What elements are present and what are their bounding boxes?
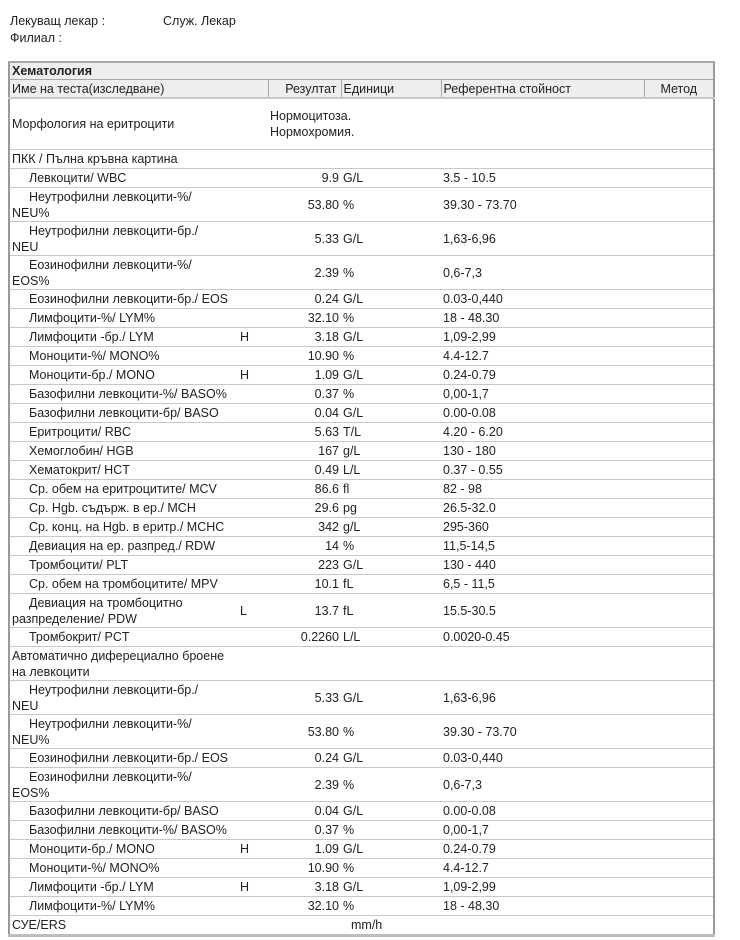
abnormal-flag [238, 518, 268, 537]
test-name-cell [9, 188, 238, 222]
test-reference: 4.4-12.7 [441, 347, 644, 366]
test-method [644, 840, 714, 859]
test-result: 53.80 [268, 715, 341, 749]
test-name-line2: разпределение/ PDW [12, 611, 137, 626]
test-name-cell [9, 518, 238, 537]
table-row [9, 442, 714, 461]
abnormal-flag [238, 802, 268, 821]
test-method [644, 556, 714, 575]
morphology-name: Морфология на еритроцити [9, 98, 268, 150]
test-reference: 4.20 - 6.20 [441, 423, 644, 442]
test-result: 14 [268, 537, 341, 556]
test-reference: 1,09-2,99 [441, 878, 644, 897]
table-row [9, 859, 714, 878]
table-row [9, 768, 714, 802]
test-unit: pg [341, 499, 441, 518]
test-name-cell [9, 480, 238, 499]
doctor-label: Лекуващ лекар : [10, 14, 106, 28]
test-unit: G/L [341, 366, 441, 385]
test-name-cell [9, 556, 238, 575]
test-name-cell [9, 461, 238, 480]
test-result: 2.39 [268, 768, 341, 802]
morphology-row [9, 98, 714, 150]
test-result: 53.80 [268, 188, 341, 222]
table-row [9, 423, 714, 442]
morphology-result-line1: Нормоцитоза. [270, 109, 352, 123]
test-result: 223 [268, 556, 341, 575]
test-unit: % [341, 256, 441, 290]
test-reference: 1,63-6,96 [441, 222, 644, 256]
abnormal-flag [238, 385, 268, 404]
abnormal-flag [238, 442, 268, 461]
test-reference: 1,63-6,96 [441, 681, 644, 715]
section-title-differential-line2: на левкоцити [12, 664, 90, 679]
test-unit: % [341, 897, 441, 916]
test-unit: fL [341, 575, 441, 594]
morphology-method [644, 98, 714, 150]
test-method [644, 499, 714, 518]
test-unit: G/L [341, 802, 441, 821]
test-name: Моноцити-бр./ MONO [29, 368, 155, 382]
col-header-method: Метод [644, 80, 714, 99]
test-result: 5.33 [268, 222, 341, 256]
morphology-ref [441, 98, 644, 150]
test-reference: 18 - 48.30 [441, 309, 644, 328]
test-unit: L/L [341, 628, 441, 647]
test-method [644, 169, 714, 188]
test-reference: 26.5-32.0 [441, 499, 644, 518]
test-name: Моноцити-%/ MONO% [29, 349, 160, 363]
test-name: Еозинофилни левкоцити-бр./ EOS [29, 292, 229, 306]
test-name-line2: NEU% [12, 205, 50, 220]
branch-line [10, 30, 62, 47]
test-name: Тромбоцити/ PLT [29, 558, 129, 572]
test-result: 10.90 [268, 347, 341, 366]
abnormal-flag [238, 290, 268, 309]
test-unit: g/L [341, 442, 441, 461]
test-name-line2: EOS% [12, 273, 50, 288]
abnormal-flag [238, 309, 268, 328]
test-unit: G/L [341, 404, 441, 423]
test-method [644, 715, 714, 749]
test-reference: 0,00-1,7 [441, 821, 644, 840]
table-row [9, 715, 714, 749]
test-name-line1: Неутрофилни левкоцити-%/ [29, 189, 192, 204]
table-row [9, 594, 714, 628]
test-name-cell [9, 749, 238, 768]
table-row [9, 328, 714, 347]
test-method [644, 188, 714, 222]
test-reference: 11,5-14,5 [441, 537, 644, 556]
table-row [9, 290, 714, 309]
test-name: Девиация на ер. разпред./ RDW [29, 539, 216, 553]
test-name: Хематокрит/ HCT [29, 463, 130, 477]
test-method [644, 575, 714, 594]
test-name: Базофилни левкоцити-бр/ BASO [29, 406, 219, 420]
test-unit: G/L [341, 878, 441, 897]
test-name-cell [9, 256, 238, 290]
test-result: 0.04 [268, 802, 341, 821]
test-reference: 130 - 440 [441, 556, 644, 575]
abnormal-flag [238, 897, 268, 916]
table-row [9, 499, 714, 518]
test-name-line2: NEU [12, 239, 39, 254]
abnormal-flag: H [238, 878, 268, 897]
test-reference: 6,5 - 11,5 [441, 575, 644, 594]
test-unit: % [341, 768, 441, 802]
abnormal-flag [238, 628, 268, 647]
table-row [9, 366, 714, 385]
test-reference: 15.5-30.5 [441, 594, 644, 628]
test-unit: % [341, 309, 441, 328]
test-name-cell [9, 575, 238, 594]
test-method [644, 461, 714, 480]
test-reference: 0,6-7,3 [441, 768, 644, 802]
test-name: Еозинофилни левкоцити-бр./ EOS [29, 751, 229, 765]
test-result: 3.18 [268, 878, 341, 897]
table-row [9, 385, 714, 404]
test-name-cell [9, 594, 238, 628]
test-unit: fL [341, 594, 441, 628]
table-row [9, 309, 714, 328]
table-row [9, 575, 714, 594]
table-row [9, 897, 714, 916]
abnormal-flag [238, 537, 268, 556]
esr-unit: mm/h [341, 916, 441, 936]
test-result: 32.10 [268, 309, 341, 328]
table-row [9, 169, 714, 188]
test-unit: % [341, 859, 441, 878]
test-unit: G/L [341, 840, 441, 859]
test-name-line1: Неутрофилни левкоцити-бр./ [29, 223, 199, 238]
test-unit: % [341, 347, 441, 366]
test-result: 10.1 [268, 575, 341, 594]
test-unit: G/L [341, 328, 441, 347]
abnormal-flag: H [238, 366, 268, 385]
doctor-line [10, 13, 236, 30]
test-result: 2.39 [268, 256, 341, 290]
test-method [644, 423, 714, 442]
test-unit: fl [341, 480, 441, 499]
test-result: 1.09 [268, 366, 341, 385]
test-reference: 0,00-1,7 [441, 385, 644, 404]
test-name: Лимфоцити -бр./ LYM [29, 330, 154, 344]
test-method [644, 749, 714, 768]
test-result: 9.9 [268, 169, 341, 188]
test-result: 167 [268, 442, 341, 461]
test-result: 0.49 [268, 461, 341, 480]
table-row [9, 256, 714, 290]
test-result: 0.24 [268, 290, 341, 309]
test-reference: 0.03-0,440 [441, 749, 644, 768]
test-name-line1: Неутрофилни левкоцити-%/ [29, 716, 192, 731]
test-name: Базофилни левкоцити-%/ BASO% [29, 387, 227, 401]
test-unit: L/L [341, 461, 441, 480]
table-row [9, 821, 714, 840]
test-unit: % [341, 385, 441, 404]
table-title-row [9, 62, 714, 80]
col-header-reference: Референтна стойност [441, 80, 644, 99]
test-method [644, 404, 714, 423]
test-reference: 1,09-2,99 [441, 328, 644, 347]
test-name-cell [9, 169, 238, 188]
table-row [9, 347, 714, 366]
test-name-line2: NEU [12, 698, 39, 713]
test-reference: 0.37 - 0.55 [441, 461, 644, 480]
test-name: Хемоглобин/ HGB [29, 444, 134, 458]
test-name: Базофилни левкоцити-бр/ BASO [29, 804, 219, 818]
test-method [644, 681, 714, 715]
test-name: Базофилни левкоцити-%/ BASO% [29, 823, 227, 837]
test-unit: G/L [341, 169, 441, 188]
test-unit: % [341, 537, 441, 556]
col-header-result: Резултат [268, 80, 341, 99]
test-name-cell [9, 309, 238, 328]
test-name-cell [9, 423, 238, 442]
table-row [9, 681, 714, 715]
test-reference: 0.03-0,440 [441, 290, 644, 309]
col-header-name: Име на теста(изследване) [9, 80, 268, 99]
test-method [644, 821, 714, 840]
table-row [9, 480, 714, 499]
abnormal-flag [238, 859, 268, 878]
abnormal-flag [238, 768, 268, 802]
test-method [644, 859, 714, 878]
test-method [644, 897, 714, 916]
test-result: 0.37 [268, 385, 341, 404]
test-name-cell [9, 715, 238, 749]
abnormal-flag: H [238, 840, 268, 859]
abnormal-flag [238, 499, 268, 518]
table-row [9, 749, 714, 768]
test-name: Моноцити-%/ MONO% [29, 861, 160, 875]
test-name: Ср. обем на тромбоцитите/ MPV [29, 577, 218, 591]
test-name: Еритроцити/ RBC [29, 425, 132, 439]
test-result: 0.04 [268, 404, 341, 423]
test-name-line2: EOS% [12, 785, 50, 800]
abnormal-flag [238, 556, 268, 575]
test-name: Ср. конц. на Hgb. в еритр./ MCHC [29, 520, 225, 534]
section-row-cbc [9, 150, 714, 169]
test-method [644, 442, 714, 461]
table-row [9, 188, 714, 222]
test-result: 3.18 [268, 328, 341, 347]
test-name-cell [9, 681, 238, 715]
test-result: 86.6 [268, 480, 341, 499]
test-reference: 39.30 - 73.70 [441, 188, 644, 222]
test-reference: 4.4-12.7 [441, 859, 644, 878]
abnormal-flag [238, 404, 268, 423]
test-reference: 82 - 98 [441, 480, 644, 499]
section-title-differential-line1: Автоматично диферециално броене [12, 648, 225, 663]
test-method [644, 290, 714, 309]
test-name-cell [9, 442, 238, 461]
abnormal-flag [238, 169, 268, 188]
hematology-table [8, 61, 715, 937]
test-unit: g/L [341, 518, 441, 537]
table-title: Хематология [9, 62, 714, 80]
abnormal-flag [238, 423, 268, 442]
esr-ref [441, 916, 644, 936]
doctor-value: Служ. Лекар [163, 14, 236, 28]
test-method [644, 768, 714, 802]
table-row [9, 518, 714, 537]
test-reference: 0.00-0.08 [441, 802, 644, 821]
test-result: 5.33 [268, 681, 341, 715]
test-result: 13.7 [268, 594, 341, 628]
test-result: 0.2260 [268, 628, 341, 647]
esr-method [644, 916, 714, 936]
abnormal-flag [238, 575, 268, 594]
table-row [9, 840, 714, 859]
table-row [9, 404, 714, 423]
test-name-cell [9, 768, 238, 802]
branch-label: Филиал : [10, 31, 62, 45]
section-title-differential [9, 647, 714, 681]
test-method [644, 878, 714, 897]
test-method [644, 802, 714, 821]
test-unit: G/L [341, 222, 441, 256]
test-unit: T/L [341, 423, 441, 442]
test-name-cell [9, 878, 238, 897]
test-result: 5.63 [268, 423, 341, 442]
test-name-line1: Еозинофилни левкоцити-%/ [29, 257, 192, 272]
abnormal-flag [238, 347, 268, 366]
abnormal-flag: H [238, 328, 268, 347]
test-name: Ср. обем на еритроцитите/ MCV [29, 482, 217, 496]
test-name-cell [9, 859, 238, 878]
abnormal-flag [238, 256, 268, 290]
test-result: 0.24 [268, 749, 341, 768]
test-name-cell [9, 328, 238, 347]
test-method [644, 594, 714, 628]
test-reference: 18 - 48.30 [441, 897, 644, 916]
test-name: Тромбокрит/ PCT [29, 630, 130, 644]
test-name-cell [9, 499, 238, 518]
test-name-cell [9, 347, 238, 366]
abnormal-flag: L [238, 594, 268, 628]
abnormal-flag [238, 715, 268, 749]
esr-result [268, 916, 341, 936]
test-reference: 295-360 [441, 518, 644, 537]
table-row [9, 537, 714, 556]
test-reference: 0.00-0.08 [441, 404, 644, 423]
test-name-line1: Неутрофилни левкоцити-бр./ [29, 682, 199, 697]
test-result: 1.09 [268, 840, 341, 859]
section-row-differential [9, 647, 714, 681]
abnormal-flag [238, 222, 268, 256]
test-method [644, 256, 714, 290]
test-name: Лимфоцити-%/ LYM% [29, 311, 155, 325]
test-method [644, 537, 714, 556]
test-name-cell [9, 628, 238, 647]
test-unit: G/L [341, 556, 441, 575]
test-method [644, 309, 714, 328]
test-unit: % [341, 821, 441, 840]
test-method [644, 347, 714, 366]
test-result: 32.10 [268, 897, 341, 916]
test-result: 29.6 [268, 499, 341, 518]
test-name: Лимфоцити -бр./ LYM [29, 880, 154, 894]
test-name-line2: NEU% [12, 732, 50, 747]
test-name-cell [9, 222, 238, 256]
test-name: Лимфоцити-%/ LYM% [29, 899, 155, 913]
test-name-cell [9, 802, 238, 821]
section-title-cbc: ПКК / Пълна кръвна картина [9, 150, 714, 169]
table-row [9, 628, 714, 647]
test-unit: G/L [341, 749, 441, 768]
test-name-cell [9, 290, 238, 309]
test-name-cell [9, 840, 238, 859]
table-row [9, 802, 714, 821]
morphology-result [268, 98, 355, 150]
test-name-cell [9, 537, 238, 556]
table-header-row [9, 80, 714, 99]
test-method [644, 385, 714, 404]
abnormal-flag [238, 480, 268, 499]
test-unit: G/L [341, 290, 441, 309]
test-method [644, 366, 714, 385]
esr-row [9, 916, 714, 936]
test-unit: % [341, 188, 441, 222]
esr-name: СУЕ/ERS [9, 916, 268, 936]
test-unit: % [341, 715, 441, 749]
test-reference: 0.24-0.79 [441, 366, 644, 385]
test-method [644, 480, 714, 499]
morphology-result-line2: Нормохромия. [270, 125, 355, 139]
abnormal-flag [238, 681, 268, 715]
test-unit: G/L [341, 681, 441, 715]
abnormal-flag [238, 461, 268, 480]
test-name-cell [9, 385, 238, 404]
table-row [9, 461, 714, 480]
abnormal-flag [238, 188, 268, 222]
test-result: 0.37 [268, 821, 341, 840]
test-result: 342 [268, 518, 341, 537]
test-reference: 0.0020-0.45 [441, 628, 644, 647]
test-method [644, 628, 714, 647]
test-method [644, 328, 714, 347]
test-reference: 0,6-7,3 [441, 256, 644, 290]
test-reference: 39.30 - 73.70 [441, 715, 644, 749]
test-name: Моноцити-бр./ MONO [29, 842, 155, 856]
table-row [9, 878, 714, 897]
test-name-line1: Девиация на тромбоцитно [29, 595, 183, 610]
abnormal-flag [238, 821, 268, 840]
test-reference: 0.24-0.79 [441, 840, 644, 859]
test-name-cell [9, 404, 238, 423]
morphology-unit [341, 98, 441, 150]
test-name: Ср. Hgb. съдърж. в ер./ MCH [29, 501, 196, 515]
test-result: 10.90 [268, 859, 341, 878]
test-name-cell [9, 821, 238, 840]
abnormal-flag [238, 749, 268, 768]
table-row [9, 556, 714, 575]
test-method [644, 222, 714, 256]
table-row [9, 222, 714, 256]
test-name-cell [9, 366, 238, 385]
test-name: Левкоцити/ WBC [29, 171, 127, 185]
test-reference: 3.5 - 10.5 [441, 169, 644, 188]
test-reference: 130 - 180 [441, 442, 644, 461]
col-header-units: Единици [341, 80, 441, 99]
test-name-line1: Еозинофилни левкоцити-%/ [29, 769, 192, 784]
test-name-cell [9, 897, 238, 916]
test-method [644, 518, 714, 537]
